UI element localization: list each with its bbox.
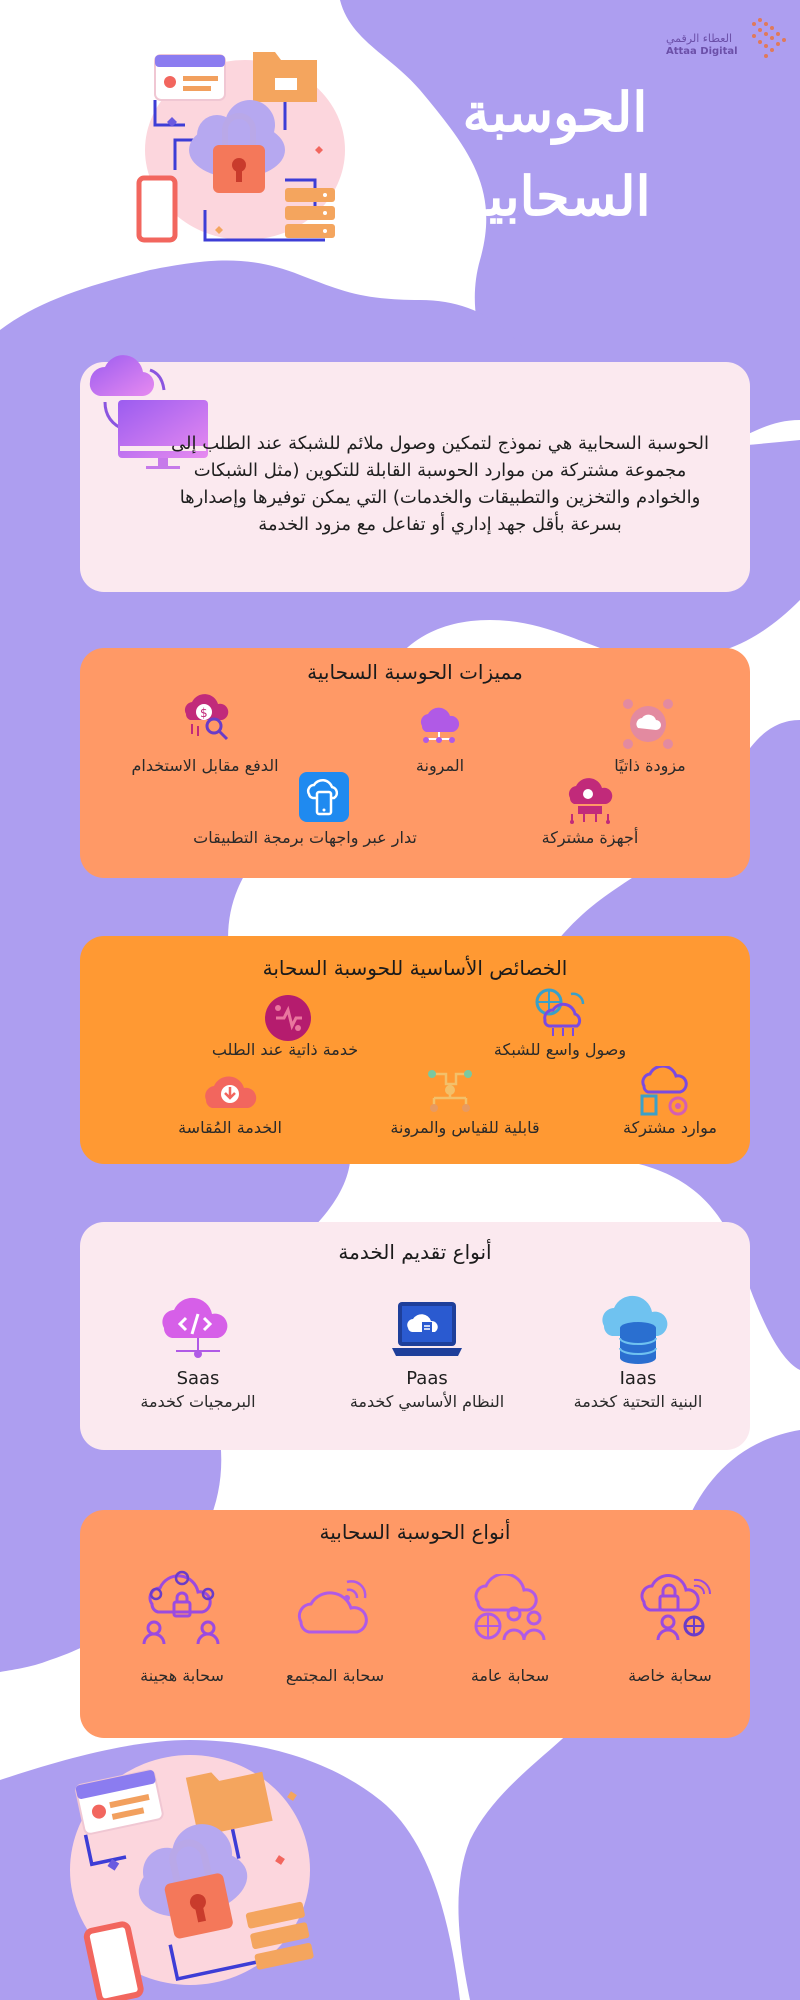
shared-resources-icon [638,1066,694,1118]
service-label-3: البرمجيات كخدمة [140,1392,256,1411]
features-card [80,648,750,878]
cloud-network-icon [416,702,462,744]
characteristic-label-3: موارد مشتركة [623,1118,717,1137]
characteristic-label-5: الخدمة المُقاسة [178,1118,282,1137]
network-access-icon [535,986,591,1038]
service-label-2: النظام الأساسي كخدمة [349,1392,505,1411]
deployment-label-4: سحابة هجينة [140,1666,224,1685]
brand-arabic: العطاء الرقمي [666,32,733,45]
title-line-2: السحابية [459,164,651,228]
characteristics-title: الخصائص الأساسية للحوسبة السحابة [262,956,568,980]
code-cloud-icon [158,1294,238,1366]
cloud-security-illustration [125,40,355,260]
service-models-title: أنواع تقديم الخدمة [338,1240,492,1264]
shared-hardware-icon [566,778,616,826]
deployment-models-title: أنواع الحوسبة السحابية [319,1520,511,1544]
community-cloud-icon [295,1576,371,1640]
deployment-models-card [80,1510,750,1738]
intro-card [80,362,750,592]
service-models-card [80,1222,750,1450]
feature-label-5: تدار عبر واجهات برمجة التطبيقات [193,828,417,847]
laptop-cloud-icon [392,1300,462,1360]
feature-label-2: المرونة [415,756,465,775]
cloud-security-illustration-bottom [55,1740,315,2000]
service-label-1: البنية التحتية كخدمة [573,1392,703,1411]
feature-label-3: الدفع مقابل الاستخدام [131,756,279,775]
measured-service-icon [202,1072,258,1112]
characteristic-label-1: وصول واسع للشبكة [493,1040,627,1059]
characteristic-label-4: قابلية للقياس والمرونة [390,1118,540,1137]
svg-text:$: $ [200,706,208,720]
brand-logo [662,14,790,64]
deployment-label-1: سحابة خاصة [628,1666,712,1685]
intro-text: الحوسبة السحابية هي نموذج لتمكين وصول ملائم للشبكة عند الطلب إلى مجموعة مشتركة من موارد الحوسبة القابلة للتكوين (مثل الشبكات والخوادم والتخزين والتطبيقات والخدمات) التي يمكن توفيرها وإصدارها بسرعة بأقل جهد إداري أو تفاعل مع مزود الخدمة [170,433,709,535]
pay-per-use-icon [180,690,236,742]
self-service-cloud-icon [620,696,676,752]
service-code-1: Iaas [619,1368,657,1389]
page-title [405,70,705,238]
private-cloud-icon [636,1572,712,1642]
brand-english: Attaa Digital [666,46,738,57]
public-cloud-icon [470,1574,550,1644]
characteristics-card [80,936,750,1164]
deployment-label-2: سحابة عامة [470,1666,550,1685]
hybrid-cloud-icon [142,1570,222,1644]
title-line-1: الحوسبة [462,80,648,144]
characteristic-label-2: خدمة ذاتية عند الطلب [211,1040,359,1059]
deployment-label-3: سحابة المجتمع [285,1666,385,1685]
features-title: مميزات الحوسبة السحابية [307,660,523,684]
feature-label-1: مزودة ذاتيًا [614,756,686,775]
cloud-mobile-icon [299,772,349,822]
on-demand-icon [264,994,312,1042]
service-code-3: Saas [176,1368,220,1389]
scalability-icon [424,1064,476,1114]
service-code-2: Paas [406,1368,448,1389]
feature-label-4: أجهزة مشتركة [541,828,639,847]
database-cloud-icon [598,1292,678,1368]
dots-logo-icon [746,14,790,62]
